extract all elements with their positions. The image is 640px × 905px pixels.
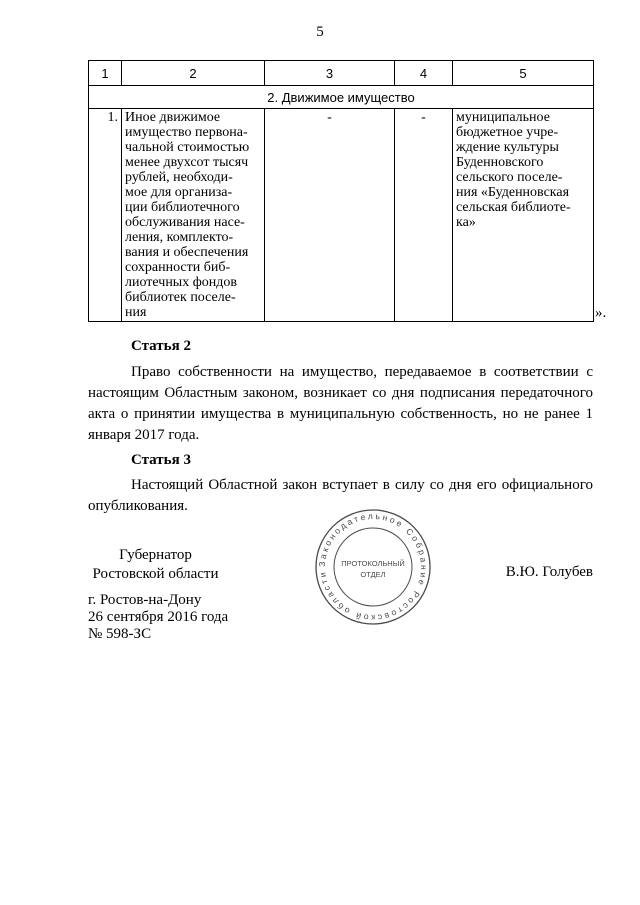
page-number: 5: [316, 24, 324, 40]
law-number: № 598-ЗС: [88, 626, 152, 642]
article-3-text: Настоящий Областной закон вступает в силу со дня его официального опубликования.: [88, 477, 593, 514]
closing-quote: ».: [595, 305, 607, 321]
law-date: 26 сентября 2016 года: [88, 609, 229, 625]
signatory-role: [88, 546, 223, 584]
table-row: [89, 109, 594, 322]
signatory-role-line1: Губернатор: [119, 547, 192, 563]
property-col4: -: [395, 109, 453, 322]
property-table: [88, 60, 594, 322]
recipient-institution: муниципальное бюджетное учре- ждение культуры Буденновского сельского поселе- ния «Буденновская сельская библиоте- ка»: [453, 109, 594, 322]
property-name: Иное движимое имущество первона- чальной стоимостью менее двухсот тысяч рублей, необходи- мое для организа- ции библиотечного обслуживания насе- ления, комплекто- вания и обеспечения сохранности биб- лиотечных фондов библиотек поселе- ния: [122, 109, 265, 322]
header-cell: 2: [122, 61, 265, 86]
article-3-title: Статья 3: [131, 452, 191, 468]
row-number: 1.: [89, 109, 122, 322]
section-title: 2. Движимое имущество: [89, 86, 594, 109]
protocol-department-stamp: [314, 508, 432, 626]
header-cell: 3: [265, 61, 395, 86]
place-date-block: [88, 592, 228, 643]
stamp-center-line2: ОТДЕЛ: [360, 570, 386, 579]
table-header-row: [89, 61, 594, 86]
stamp-center-line1: ПРОТОКОЛЬНЫЙ: [341, 559, 405, 568]
article-2-text: Право собственности на имущество, передаваемое в соответствии с настоящим Областным законом, возникает со дня подписания передаточного акта о принятии имущества в муниципальную собственность, но не ранее 1 января 2017 года.: [88, 364, 593, 443]
signatory-name: В.Ю. Голубев: [505, 564, 593, 580]
stamp-ring-text: Законодательное Собрание Ростовской области: [316, 510, 430, 624]
header-cell: 1: [89, 61, 122, 86]
signatory-role-line2: Ростовской области: [92, 566, 219, 582]
article-2-title: Статья 2: [131, 338, 191, 354]
header-cell: 4: [395, 61, 453, 86]
header-cell: 5: [453, 61, 594, 86]
section-row: [89, 86, 594, 109]
property-col3: -: [265, 109, 395, 322]
place-city: г. Ростов-на-Дону: [88, 592, 202, 608]
